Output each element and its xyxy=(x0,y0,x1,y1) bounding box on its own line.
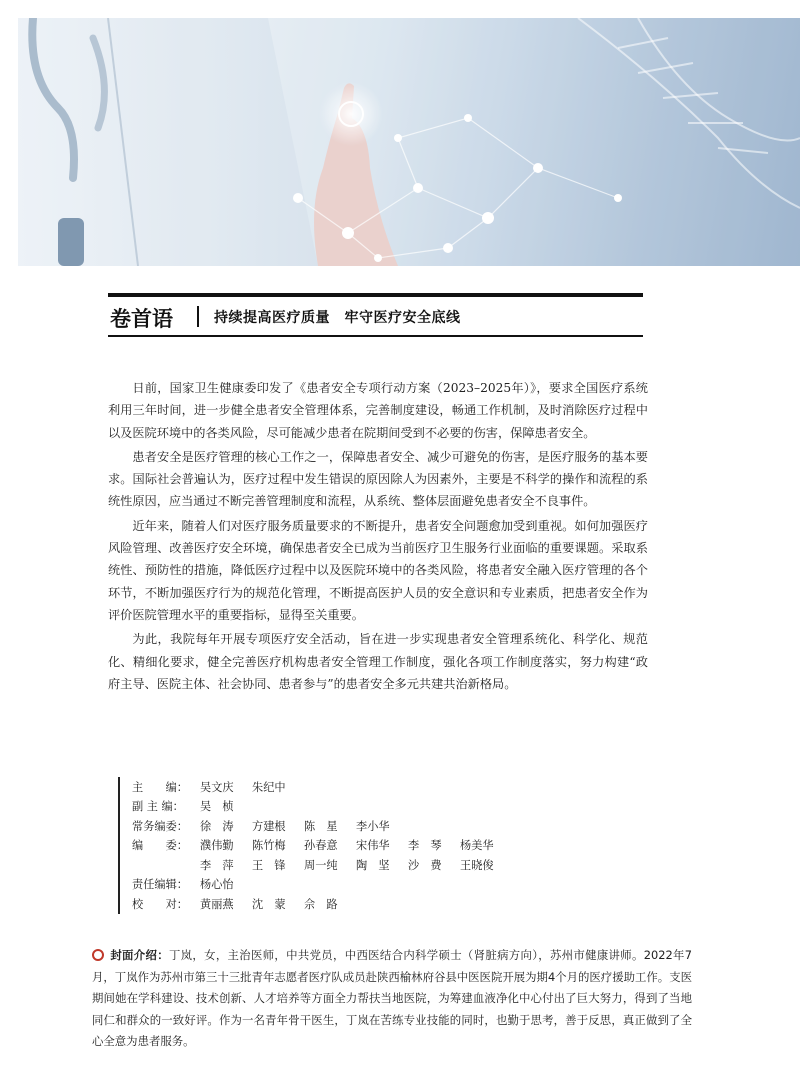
cover-text: 丁岚，女，主治医师，中共党员，中西医结合内科学硕士（肾脏病方向），苏州市健康讲师。2022年7月，丁岚作为苏州市第三十三批青年志愿者医疗队成员赴陕西榆林府谷县中医医院开展为期4个月的医疗援助工作。支医期间她在学科建设、技术创新、人才培养等方面全力帮扶当地医院，为筹建血液净化中心付出了巨大努力，得到了当地同仁和群众的一致好评。作为一名青年骨干医生，丁岚在苦练专业技能的同时，也勤于思考，善于反思，真正做到了全心全意为患者服务。 xyxy=(92,948,692,1048)
masthead-name: 佘 路 xyxy=(304,897,338,911)
masthead-name: 陶 坚 xyxy=(356,858,390,872)
body-paragraph: 日前，国家卫生健康委印发了《患者安全专项行动方案（2023–2025年）》，要求全国医疗系统利用三年时间，进一步健全患者安全管理体系，完善制度建设，畅通工作机制，及时消除医疗过程中以及医院环境中的各类风险，尽可能减少患者在院期间受到不必要的伤害，保障患者安全。 xyxy=(108,381,648,440)
masthead-name: 黄丽燕 xyxy=(200,897,234,911)
masthead-name: 徐 涛 xyxy=(200,819,234,833)
masthead-role: 副 主 编： xyxy=(132,800,184,814)
editorial-masthead xyxy=(118,777,552,914)
masthead-name: 孙春意 xyxy=(304,839,338,853)
header-banner-image xyxy=(18,18,800,266)
masthead-name: 濮伟勤 xyxy=(200,839,234,853)
masthead-row xyxy=(132,797,552,817)
masthead-role: 责任编辑： xyxy=(132,878,188,892)
body-paragraph: 患者安全是医疗管理的核心工作之一，保障患者安全、减少可避免的伤害，是医疗服务的基本要求。国际社会普遍认为，医疗过程中发生错误的原因除人为因素外，主要是不科学的操作和流程的系统性原因，应当通过不断完善管理制度和流程，从系统、整体层面避免患者安全不良事件。 xyxy=(108,449,648,509)
page-title: 卷首语 xyxy=(110,307,173,331)
masthead-name: 陈 星 xyxy=(304,819,338,833)
masthead-name: 朱纪中 xyxy=(252,780,286,794)
circle-bullet-icon xyxy=(92,949,104,961)
masthead-row xyxy=(132,777,552,797)
masthead-name: 吴 桢 xyxy=(200,800,234,814)
masthead-row xyxy=(132,855,552,875)
masthead-role: 常务编委： xyxy=(132,819,188,833)
masthead-row xyxy=(132,836,552,856)
medical-hand-touch-icon xyxy=(18,18,800,266)
title-top-rule xyxy=(108,293,643,297)
masthead-role: 编 委： xyxy=(132,839,188,853)
masthead-name: 吴文庆 xyxy=(200,780,234,794)
masthead-row xyxy=(132,875,552,895)
masthead-row xyxy=(132,816,552,836)
masthead-name: 李 萍 xyxy=(200,858,234,872)
cover-label: 封面介绍： xyxy=(110,948,169,962)
masthead-name: 李 琴 xyxy=(408,839,442,853)
masthead-role: 校 对： xyxy=(132,897,188,911)
masthead-name: 周一纯 xyxy=(304,858,338,872)
masthead-name: 王晓俊 xyxy=(460,858,494,872)
masthead-name: 杨美华 xyxy=(460,839,494,853)
body-paragraph: 近年来，随着人们对医疗服务质量要求的不断提升，患者安全问题愈加受到重视。如何加强医疗风险管理、改善医疗安全环境，确保患者安全已成为当前医疗卫生服务行业面临的重要课题。采取系统性、预防性的措施，降低医疗过程中以及医院环境中的各类风险，将患者安全融入医疗管理的各个环节，不断加强医疗行为的规范化管理，不断提高医护人员的安全意识和专业素质，把患者安全作为评价医院管理水平的重要指标，显得至关重要。 xyxy=(108,518,648,622)
masthead-name: 沈 蒙 xyxy=(252,897,286,911)
editorial-body xyxy=(108,377,648,697)
masthead-name: 杨心怡 xyxy=(200,878,234,892)
title-bottom-rule xyxy=(108,335,643,337)
masthead-name: 宋伟华 xyxy=(356,839,390,853)
masthead-name: 李小华 xyxy=(356,819,390,833)
masthead-name: 王 锋 xyxy=(252,858,286,872)
page-subtitle: 持续提高医疗质量 牢守医疗安全底线 xyxy=(214,310,461,326)
editorial-title-bar xyxy=(108,293,643,337)
masthead-name: 方建根 xyxy=(252,819,286,833)
body-paragraph: 为此，我院每年开展专项医疗安全活动，旨在进一步实现患者安全管理系统化、科学化、规范化、精细化要求，健全完善医疗机构患者安全管理工作制度，强化各项工作制度落实，努力构建“政府主导、医院主体、社会协同、患者参与”的患者安全多元共建共治新格局。 xyxy=(108,632,648,691)
masthead-name: 沙 费 xyxy=(408,858,442,872)
cover-introduction xyxy=(92,945,692,1053)
title-separator xyxy=(197,306,199,327)
masthead-name: 陈竹梅 xyxy=(252,839,286,853)
masthead-role: 主 编： xyxy=(132,780,188,794)
masthead-row xyxy=(132,894,552,914)
